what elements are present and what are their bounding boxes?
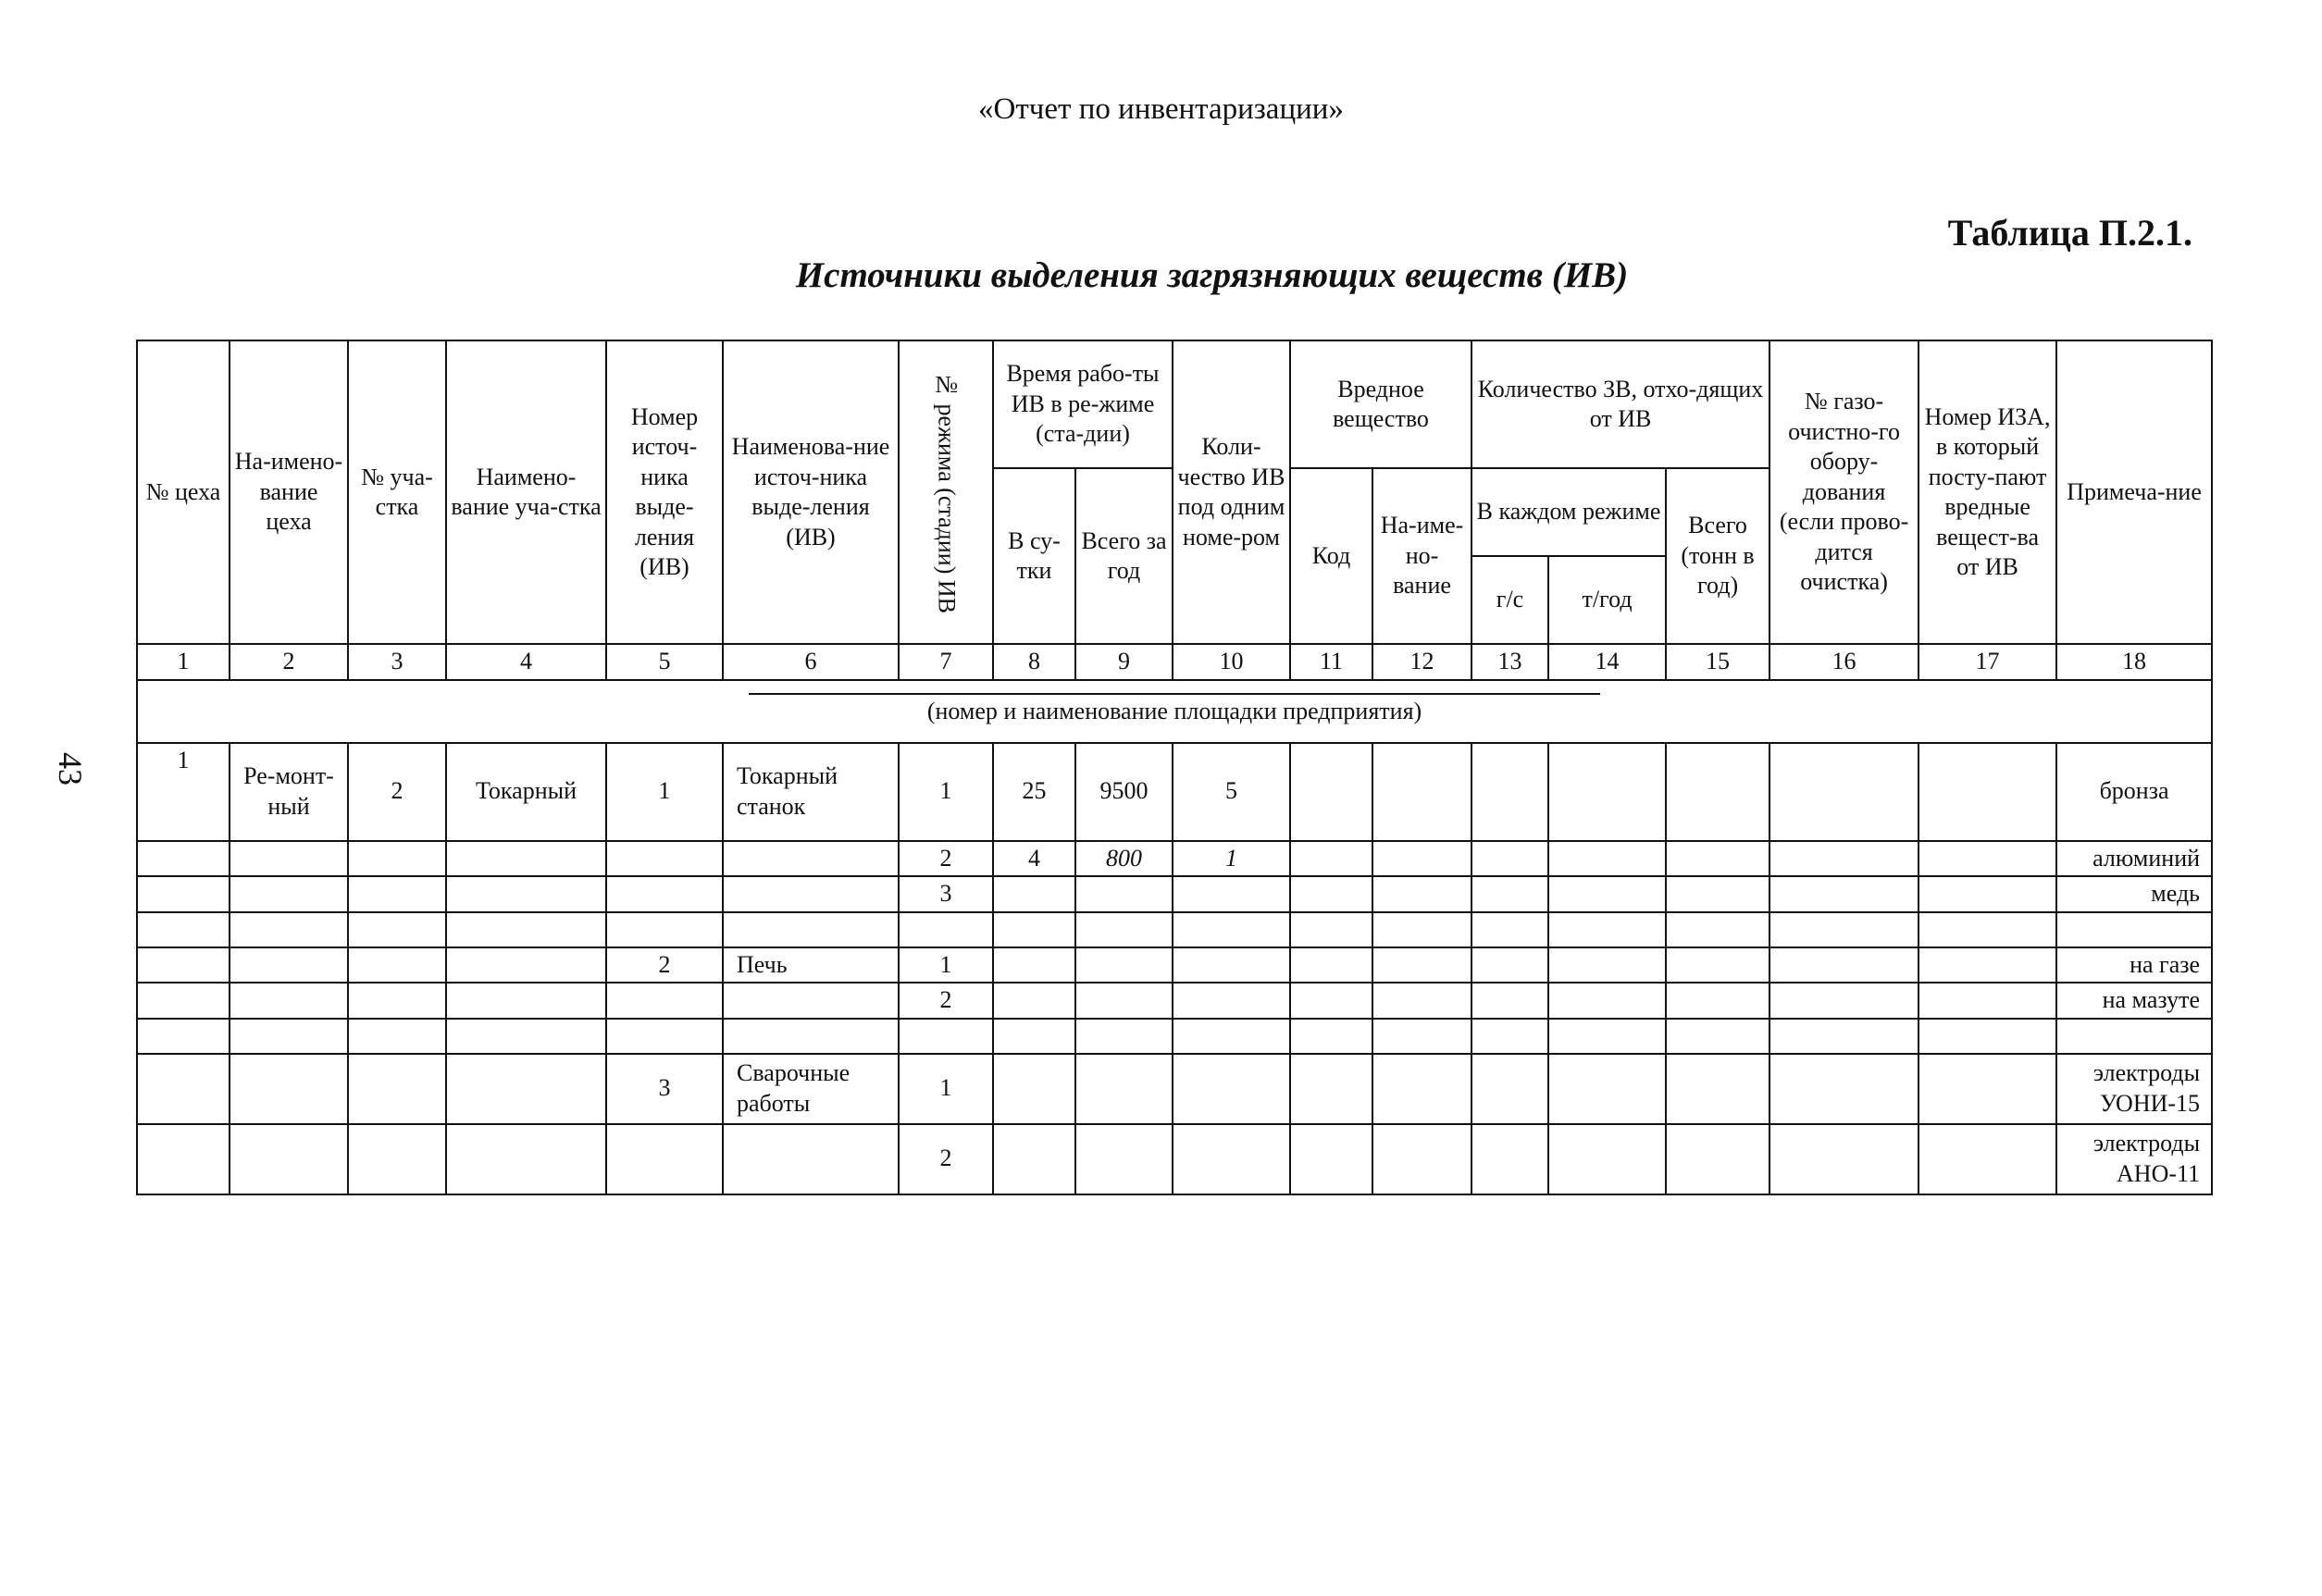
cell-section-name: Токарный <box>446 743 606 841</box>
cell-empty <box>348 1054 446 1124</box>
sources-table <box>136 340 2213 1195</box>
cell-empty <box>446 1019 606 1054</box>
table-row <box>137 1054 2212 1124</box>
cell-empty <box>1372 841 1471 877</box>
cell-empty <box>1290 1124 1372 1194</box>
cell-empty <box>1769 841 1918 877</box>
cell-empty <box>723 912 899 947</box>
cell-empty <box>446 947 606 984</box>
cell-empty <box>446 912 606 947</box>
cell-empty <box>993 1124 1075 1194</box>
col-header-8: В су-тки <box>993 468 1075 644</box>
table-caption: Источники выделения загрязняющих веществ (ИВ) <box>795 255 1629 295</box>
cell-empty <box>1918 743 2056 841</box>
cell-empty <box>1290 983 1372 1019</box>
cell-empty <box>2056 912 2212 947</box>
cell-empty <box>348 1124 446 1194</box>
cell-note: электроды АНО-11 <box>2056 1124 2212 1194</box>
cell-empty <box>1173 912 1290 947</box>
site-name-line <box>749 693 1600 695</box>
table-label: Таблица П.2.1. <box>1947 212 2192 254</box>
cell-empty <box>230 912 348 947</box>
cell-empty <box>446 1124 606 1194</box>
cell-empty <box>137 1054 230 1124</box>
cell-empty <box>606 912 723 947</box>
col-header-7-label: № режима (стадии) ИВ <box>933 371 961 613</box>
header-row-1 <box>137 340 2212 468</box>
cell-empty <box>606 841 723 877</box>
cell-empty <box>993 912 1075 947</box>
cell-empty <box>1471 1019 1548 1054</box>
cell-empty <box>606 1124 723 1194</box>
cell-source-name: Токарный станок <box>723 743 899 841</box>
cell-empty <box>1548 1054 1666 1124</box>
cell-empty <box>1666 983 1769 1019</box>
column-number: 13 <box>1471 644 1548 680</box>
cell-empty <box>137 912 230 947</box>
cell-hours-per-year: 800 <box>1075 841 1173 877</box>
cell-empty <box>1548 912 1666 947</box>
cell-empty <box>1548 841 1666 877</box>
cell-empty <box>230 841 348 877</box>
cell-empty <box>1918 876 2056 912</box>
cell-empty <box>1471 876 1548 912</box>
cell-empty <box>1290 947 1372 984</box>
cell-empty <box>348 983 446 1019</box>
cell-source-name: Печь <box>723 947 899 984</box>
col-header-8-9-group: Время рабо-ты ИВ в ре-жиме (ста-дии) <box>993 340 1173 468</box>
cell-empty <box>1372 743 1471 841</box>
cell-source-name: Сварочные работы <box>723 1054 899 1124</box>
cell-hours-per-day: 4 <box>993 841 1075 877</box>
cell-empty <box>1918 983 2056 1019</box>
cell-empty <box>137 1019 230 1054</box>
cell-empty <box>993 876 1075 912</box>
cell-empty <box>723 841 899 877</box>
cell-empty <box>230 876 348 912</box>
cell-empty <box>1290 841 1372 877</box>
table-row <box>137 1019 2212 1054</box>
cell-empty <box>1769 876 1918 912</box>
col-header-11-12-group: Вредное вещество <box>1290 340 1471 468</box>
cell-empty <box>1918 1019 2056 1054</box>
report-title: «Отчет по инвентаризации» <box>978 93 1344 126</box>
cell-mode-number: 2 <box>899 983 993 1019</box>
cell-empty <box>1548 947 1666 984</box>
col-header-15: Всего (тонн в год) <box>1666 468 1769 644</box>
cell-empty <box>1372 1124 1471 1194</box>
col-header-14: т/год <box>1548 556 1666 644</box>
table-row <box>137 1124 2212 1194</box>
cell-empty <box>1666 876 1769 912</box>
table-row <box>137 983 2212 1019</box>
cell-empty <box>1769 912 1918 947</box>
cell-source-count: 5 <box>1173 743 1290 841</box>
cell-empty <box>1372 1054 1471 1124</box>
col-header-2: На-имено-вание цеха <box>230 340 348 644</box>
cell-empty <box>1471 841 1548 877</box>
cell-empty <box>446 983 606 1019</box>
cell-empty <box>230 947 348 984</box>
table-row <box>137 841 2212 877</box>
cell-source-number: 2 <box>606 947 723 984</box>
cell-empty <box>1471 947 1548 984</box>
cell-empty <box>1372 912 1471 947</box>
cell-empty <box>1290 743 1372 841</box>
cell-empty <box>723 1019 899 1054</box>
cell-source-count: 1 <box>1173 841 1290 877</box>
table-row <box>137 743 2212 841</box>
cell-note: на газе <box>2056 947 2212 984</box>
cell-note: бронза <box>2056 743 2212 841</box>
cell-empty <box>1666 1054 1769 1124</box>
cell-empty <box>1173 876 1290 912</box>
site-cell <box>137 680 2212 743</box>
column-number: 17 <box>1918 644 2056 680</box>
cell-source-number: 3 <box>606 1054 723 1124</box>
cell-empty <box>1666 1124 1769 1194</box>
cell-empty <box>137 947 230 984</box>
cell-empty <box>348 841 446 877</box>
cell-empty <box>1471 1124 1548 1194</box>
column-number: 15 <box>1666 644 1769 680</box>
cell-section-number: 2 <box>348 743 446 841</box>
cell-empty <box>1372 947 1471 984</box>
column-number: 3 <box>348 644 446 680</box>
cell-empty <box>1666 743 1769 841</box>
cell-empty <box>993 983 1075 1019</box>
cell-empty <box>1372 983 1471 1019</box>
page-number: 43 <box>52 752 89 786</box>
cell-mode-number: 1 <box>899 743 993 841</box>
cell-empty <box>1173 1124 1290 1194</box>
cell-note: электроды УОНИ-15 <box>2056 1054 2212 1124</box>
table-row <box>137 912 2212 947</box>
site-row <box>137 680 2212 743</box>
cell-empty <box>606 1019 723 1054</box>
col-header-10: Коли-чество ИВ под одним номе-ром <box>1173 340 1290 644</box>
cell-empty <box>1548 983 1666 1019</box>
cell-empty <box>1290 912 1372 947</box>
cell-empty <box>606 876 723 912</box>
column-number: 12 <box>1372 644 1471 680</box>
cell-shop-name: Ре-монт-ный <box>230 743 348 841</box>
column-number: 7 <box>899 644 993 680</box>
cell-empty <box>1666 841 1769 877</box>
cell-empty <box>993 1019 1075 1054</box>
col-header-7 <box>899 340 993 644</box>
cell-empty <box>1548 876 1666 912</box>
cell-empty <box>1548 743 1666 841</box>
column-number: 2 <box>230 644 348 680</box>
cell-empty <box>1769 1019 1918 1054</box>
cell-mode-number: 1 <box>899 1054 993 1124</box>
col-header-6: Наименова-ние источ-ника выде-ления (ИВ) <box>723 340 899 644</box>
cell-empty <box>1769 1054 1918 1124</box>
cell-empty <box>1372 876 1471 912</box>
cell-empty <box>1075 947 1173 984</box>
cell-empty <box>899 1019 993 1054</box>
cell-empty <box>723 983 899 1019</box>
cell-empty <box>1075 1124 1173 1194</box>
cell-empty <box>1173 1019 1290 1054</box>
cell-empty <box>1666 912 1769 947</box>
cell-empty <box>993 1054 1075 1124</box>
cell-empty <box>137 983 230 1019</box>
cell-empty <box>1548 1124 1666 1194</box>
cell-empty <box>1075 983 1173 1019</box>
col-header-13-14-group: В каждом режиме <box>1471 468 1666 556</box>
table-row <box>137 947 2212 984</box>
cell-empty <box>1666 947 1769 984</box>
cell-hours-per-year: 9500 <box>1075 743 1173 841</box>
cell-empty <box>446 1054 606 1124</box>
col-header-18: Примеча-ние <box>2056 340 2212 644</box>
column-number: 10 <box>1173 644 1290 680</box>
cell-empty <box>1666 1019 1769 1054</box>
col-header-13: г/с <box>1471 556 1548 644</box>
cell-empty <box>1769 743 1918 841</box>
cell-empty <box>1290 1054 1372 1124</box>
col-header-12: На-име-но-вание <box>1372 468 1471 644</box>
cell-empty <box>137 841 230 877</box>
cell-empty <box>1372 1019 1471 1054</box>
cell-empty <box>606 983 723 1019</box>
cell-empty <box>1471 983 1548 1019</box>
cell-empty <box>348 912 446 947</box>
cell-mode-number: 3 <box>899 876 993 912</box>
cell-empty <box>230 983 348 1019</box>
col-header-9: Всего за год <box>1075 468 1173 644</box>
table-row <box>137 876 2212 912</box>
cell-empty <box>137 876 230 912</box>
column-number: 16 <box>1769 644 1918 680</box>
cell-empty <box>1918 1054 2056 1124</box>
cell-empty <box>230 1124 348 1194</box>
column-number: 9 <box>1075 644 1173 680</box>
cell-empty <box>348 947 446 984</box>
cell-empty <box>1471 743 1548 841</box>
cell-empty <box>723 876 899 912</box>
column-number: 1 <box>137 644 230 680</box>
column-number: 5 <box>606 644 723 680</box>
col-header-1: № цеха <box>137 340 230 644</box>
col-header-4: Наимено-вание уча-стка <box>446 340 606 644</box>
cell-empty <box>1918 912 2056 947</box>
cell-empty <box>723 1124 899 1194</box>
cell-empty <box>1769 1124 1918 1194</box>
cell-hours-per-day: 25 <box>993 743 1075 841</box>
cell-empty <box>230 1054 348 1124</box>
cell-empty <box>1173 1054 1290 1124</box>
column-number: 8 <box>993 644 1075 680</box>
cell-empty <box>1075 876 1173 912</box>
cell-source-number: 1 <box>606 743 723 841</box>
cell-empty <box>2056 1019 2212 1054</box>
cell-empty <box>993 947 1075 984</box>
col-header-5: Номер источ-ника выде-ления (ИВ) <box>606 340 723 644</box>
cell-empty <box>1918 1124 2056 1194</box>
cell-empty <box>1173 983 1290 1019</box>
cell-mode-number: 2 <box>899 1124 993 1194</box>
cell-empty <box>1075 912 1173 947</box>
column-numbers-row <box>137 644 2212 680</box>
cell-empty <box>348 1019 446 1054</box>
cell-note: алюминий <box>2056 841 2212 877</box>
cell-empty <box>1471 912 1548 947</box>
cell-empty <box>1918 947 2056 984</box>
cell-empty <box>230 1019 348 1054</box>
col-header-17: Номер ИЗА, в который посту-пают вредные вещест-ва от ИВ <box>1918 340 2056 644</box>
cell-empty <box>348 876 446 912</box>
column-number: 18 <box>2056 644 2212 680</box>
cell-mode-number: 1 <box>899 947 993 984</box>
col-header-16: № газо-очистно-го обору-дования (если прово-дится очистка) <box>1769 340 1918 644</box>
cell-note: на мазуте <box>2056 983 2212 1019</box>
cell-empty <box>1173 947 1290 984</box>
cell-empty <box>1769 983 1918 1019</box>
col-header-3: № уча-стка <box>348 340 446 644</box>
cell-mode-number: 2 <box>899 841 993 877</box>
cell-empty <box>1290 1019 1372 1054</box>
site-caption: (номер и наименование площадки предприятия) <box>926 698 1422 725</box>
column-number: 6 <box>723 644 899 680</box>
cell-empty <box>1075 1054 1173 1124</box>
column-number: 11 <box>1290 644 1372 680</box>
cell-empty <box>1548 1019 1666 1054</box>
cell-empty <box>1290 876 1372 912</box>
column-number: 14 <box>1548 644 1666 680</box>
cell-shop-number: 1 <box>137 743 230 841</box>
column-number: 4 <box>446 644 606 680</box>
cell-empty <box>899 912 993 947</box>
cell-empty <box>1075 1019 1173 1054</box>
col-header-13-15-group: Количество ЗВ, отхо-дящих от ИВ <box>1471 340 1769 468</box>
cell-empty <box>137 1124 230 1194</box>
cell-empty <box>446 841 606 877</box>
cell-empty <box>1918 841 2056 877</box>
col-header-11: Код <box>1290 468 1372 644</box>
cell-empty <box>1471 1054 1548 1124</box>
cell-empty <box>446 876 606 912</box>
cell-empty <box>1769 947 1918 984</box>
cell-note: медь <box>2056 876 2212 912</box>
